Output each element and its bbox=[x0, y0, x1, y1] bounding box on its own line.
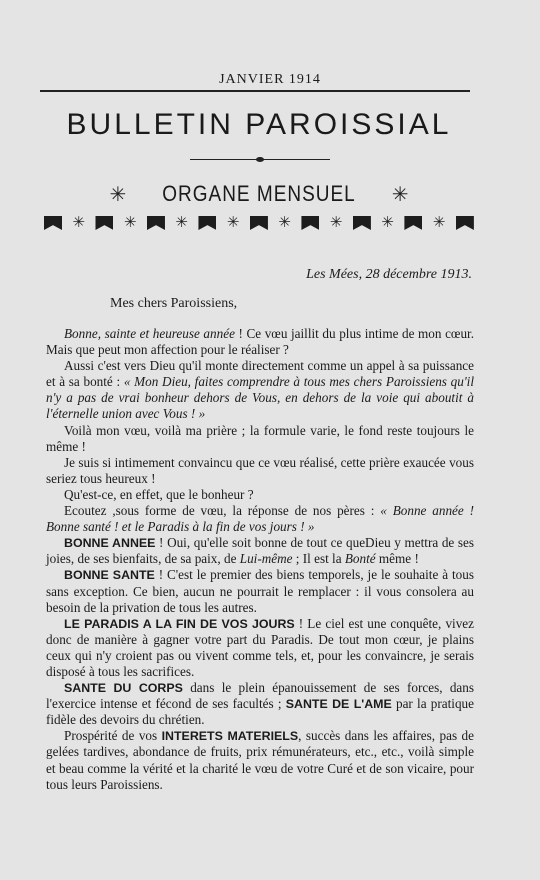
italic-text: Lui-même bbox=[239, 551, 293, 567]
subtitle-row bbox=[44, 182, 474, 207]
issue-date: JANVIER 1914 bbox=[219, 72, 321, 87]
ornament-star-icon: ✳ bbox=[72, 215, 86, 231]
ornament-block-icon bbox=[198, 216, 216, 230]
ornament-star-icon: ✳ bbox=[123, 215, 137, 231]
text: Je suis si intimement convaincu que ce vœu réalisé, cette prière exaucée vous seriez tous heureux ! bbox=[46, 454, 474, 486]
asterisk-ornament-icon: ✳ bbox=[109, 184, 127, 206]
paragraph bbox=[46, 455, 474, 487]
heading-text: INTERETS MATERIELS bbox=[161, 729, 299, 744]
ornament-block-icon bbox=[353, 216, 371, 230]
italic-text: Bonté bbox=[344, 551, 376, 567]
ornament-star-icon: ✳ bbox=[432, 215, 446, 231]
prayer-quote: « Mon Dieu, faites comprendre à tous mes chers Paroissiens qu'il n'y a pas de vrai bonheur dehors de Vous, en dehors de la voie qui aboutit à l'éternelle union avec Vous ! » bbox=[46, 374, 474, 422]
ornament-block-icon bbox=[95, 216, 113, 230]
ornament-block-icon bbox=[301, 216, 319, 230]
paragraph bbox=[46, 423, 474, 455]
text: Qu'est-ce, en effet, que le bonheur ? bbox=[64, 486, 254, 502]
asterisk-ornament-icon: ✳ bbox=[391, 184, 409, 206]
italic-text: « Bonne année ! Bonne santé ! et le Paradis à la fin de vos jours ! » bbox=[46, 503, 474, 535]
ornament-star-icon: ✳ bbox=[278, 215, 291, 231]
ornament-block-icon bbox=[250, 216, 268, 230]
ornament-block-icon bbox=[404, 216, 422, 230]
ornament-block-icon bbox=[147, 216, 165, 230]
letter-salutation: Mes chers Paroissiens, bbox=[110, 296, 238, 311]
heading-text: LE PARADIS A LA FIN DE VOS JOURS bbox=[64, 616, 295, 631]
paragraph bbox=[46, 358, 474, 422]
text: Prospérité de vos bbox=[64, 728, 162, 744]
paragraph bbox=[46, 503, 474, 535]
paragraph bbox=[46, 535, 474, 567]
ornament-band bbox=[44, 216, 474, 230]
letter-place-date: Les Mées, 28 décembre 1913. bbox=[306, 267, 472, 282]
text: ; Il est la bbox=[292, 551, 345, 567]
bulletin-title: BULLETIN PAROISSIAL bbox=[66, 108, 452, 141]
text: ! C'est le premier des biens temporels, je le souhaite à tous sans exception. Ce bien, aucun ne pourrait le remplacer : il vous consolera au besoin de la privation de tous les autres. bbox=[46, 567, 474, 615]
text: Voilà mon vœu, voilà ma prière ; la formule varie, le fond reste toujours le même ! bbox=[46, 422, 474, 454]
heading-text: SANTE DU CORPS bbox=[64, 681, 183, 696]
ornament-star-icon: ✳ bbox=[381, 215, 394, 231]
text: ! Oui, qu'elle soit bonne de tout ce queDieu y mettra de ses joies, de ses bienfaits, de sa paix, de bbox=[46, 535, 474, 567]
heading-text: BONNE SANTE bbox=[64, 568, 155, 583]
text: dans le plein épanouissement de ses forces, dans l'exercice intense et fécond de ses facultés ; bbox=[46, 680, 474, 712]
ornament-star-icon: ✳ bbox=[329, 215, 343, 231]
paragraph bbox=[46, 567, 474, 615]
paragraph bbox=[46, 728, 474, 792]
text: par la pratique fidèle des devoirs du chrétien. bbox=[46, 696, 474, 728]
text: ! Le ciel est une conquête, vivez donc de manière à gagner votre part du Paradis. De tout mon cœur, je plains ceux qui n'y croient pas ou vivent comme tels, et, pour les convaincre, je serais disposé à tous les sacrifices. bbox=[46, 615, 475, 679]
paragraph bbox=[46, 616, 474, 680]
text: même ! bbox=[375, 551, 419, 567]
italic-text: Bonne, sainte et heureuse année bbox=[64, 326, 235, 341]
paragraph bbox=[46, 680, 474, 728]
text: ! Ce vœu jaillit du plus intime de mon cœur. Mais que peut mon affection pour le réaliser ? bbox=[46, 326, 475, 358]
heading-text: SANTE DE L'AME bbox=[285, 697, 392, 712]
text: Ecoutez ,sous forme de vœu, la réponse de nos pères : bbox=[64, 503, 381, 519]
text: , succès dans les affaires, pas de gelées tardives, abondance de fruits, prix rémunérateurs, etc., etc., voilà simple et beau comme la vérité et la charité le vœu de votre Curé et de son vicaire, pour tous leurs Paroissiens. bbox=[46, 728, 474, 792]
heading-text: BONNE ANNEE bbox=[64, 536, 156, 551]
ornament-star-icon: ✳ bbox=[226, 215, 240, 231]
title-divider bbox=[190, 158, 330, 162]
text: Aussi c'est vers Dieu qu'il monte directement comme un appel à sa puissance et à sa bonté : bbox=[46, 358, 474, 390]
paragraph bbox=[46, 326, 474, 358]
ornament-block-icon bbox=[44, 216, 62, 230]
paragraph bbox=[46, 487, 474, 503]
header-rule bbox=[40, 90, 470, 92]
ornament-star-icon: ✳ bbox=[175, 215, 188, 231]
bulletin-subtitle: ORGANE MENSUEL bbox=[162, 181, 356, 206]
ornament-block-icon bbox=[456, 216, 474, 230]
letter-body bbox=[46, 326, 474, 793]
